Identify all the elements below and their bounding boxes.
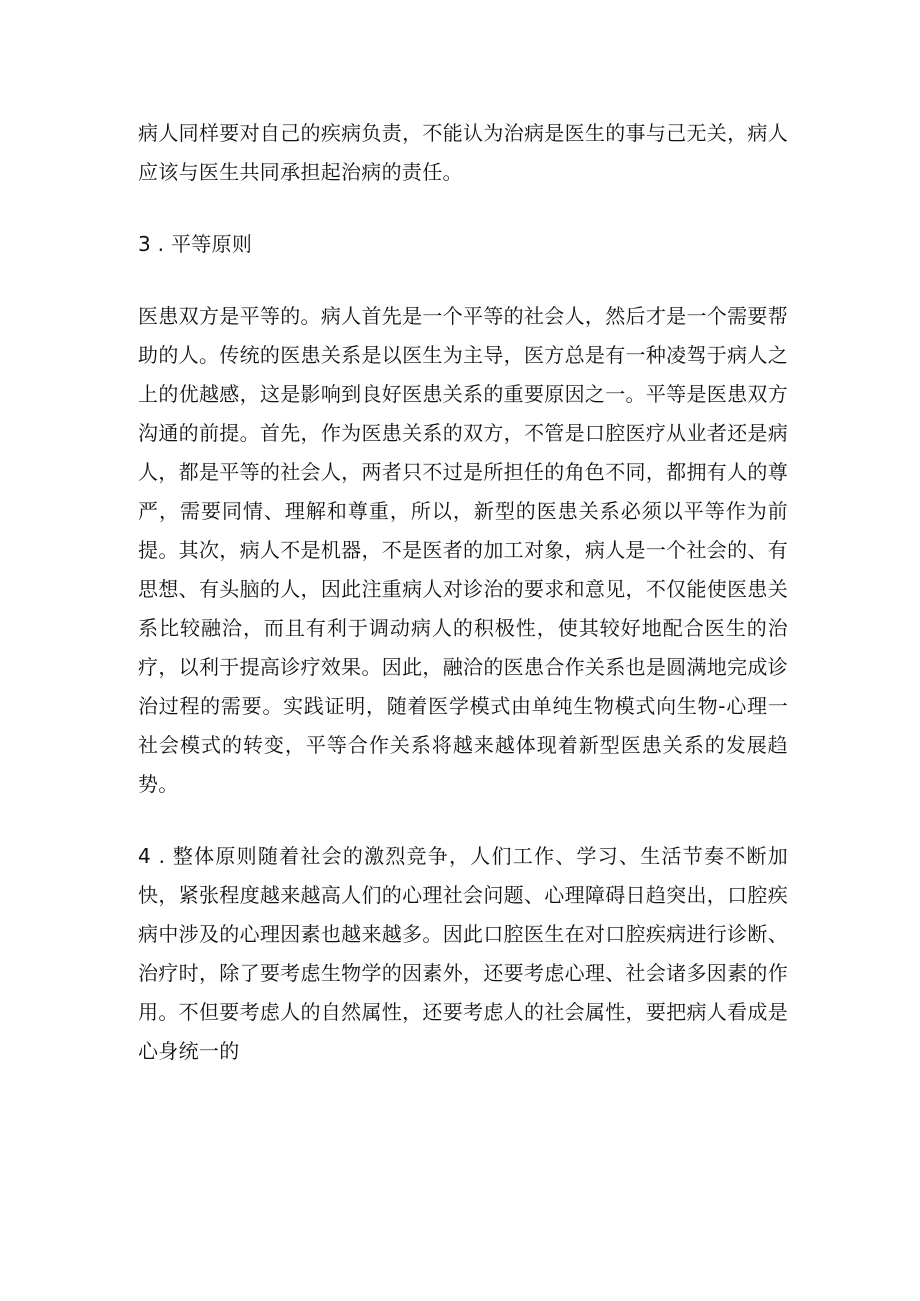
- paragraph-patient-responsibility: 病人同样要对自己的疾病负责，不能认为治病是医生的事与己无关，病人应该与医生共同承担起治病的责任。: [138, 121, 788, 184]
- document-page: [138, 114, 788, 1071]
- paragraph-equality-principle: 医患双方是平等的。病人首先是一个平等的社会人，然后才是一个需要帮助的人。传统的医患关系是以医生为主导，医方总是有一种凌驾于病人之上的优越感，这是影响到良好医患关系的重要原因之一。平等是医患双方沟通的前提。首先，作为医患关系的双方，不管是口腔医疗从业者还是病人，都是平等的社会人，两者只不过是所担任的角色不同，都拥有人的尊严，需要同情、理解和尊重，所以，新型的医患关系必须以平等作为前提。其次，病人不是机器，不是医者的加工对象，病人是一个社会的、有思想、有头脑的人，因此注重病人对诊治的要求和意见，不仅能使医患关系比较融洽，而且有利于调动病人的积极性，使其较好地配合医生的治疗，以利于提高诊疗效果。因此，融洽的医患合作关系也是圆满地完成诊治过程的需要。实践证明，随着医学模式由单纯生物模式向生物-心理一社会模式的转变，平等合作关系将越来越体现着新型医患关系的发展趋势。: [138, 304, 788, 796]
- paragraph-holistic-principle: 4 . 整体原则随着社会的激烈竞争，人们工作、学习、生活节奏不断加快，紧张程度越来越高人们的心理社会问题、心理障碍日趋突出，口腔疾病中涉及的心理因素也越来越多。因此口腔医生在对口腔疾病进行诊断、治疗时，除了要考虑生物学的因素外，还要考虑心理、社会诸多因素的作用。不但要考虑人的自然属性，还要考虑人的社会属性，要把病人看成是心身统一的: [138, 844, 788, 1063]
- section-heading-equality-principle: 3 . 平等原则: [138, 232, 253, 256]
